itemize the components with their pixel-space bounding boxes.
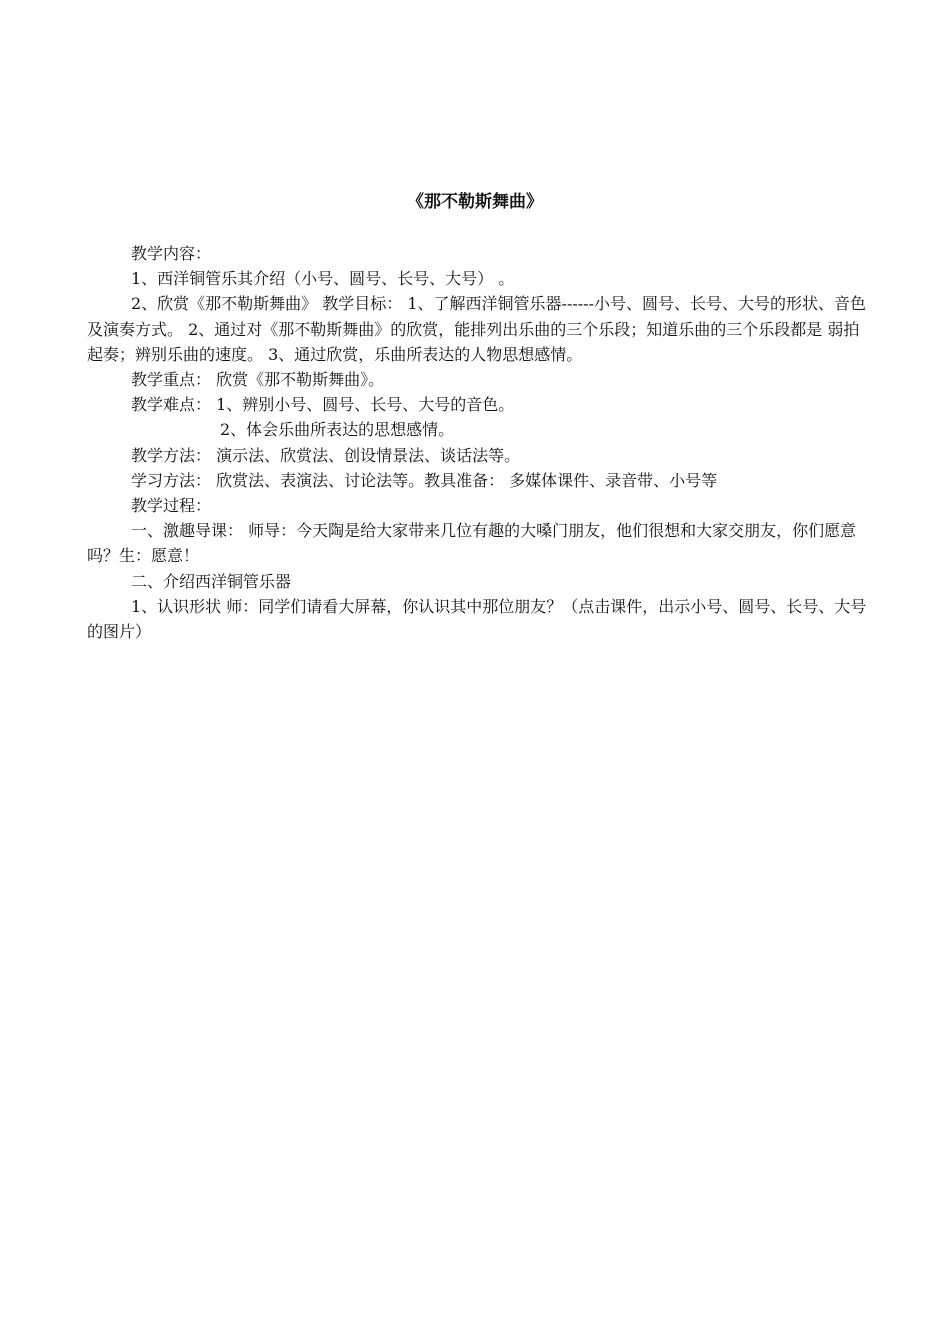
learning-methods: 学习方法： 欣赏法、表演法、讨论法等。教具准备： 多媒体课件、录音带、小号等 bbox=[131, 470, 718, 490]
process-step-1: 一、激趣导课： 师导：今天陶是给大家带来几位有趣的大嗓门朋友，他们很想和大家交朋友，你们愿意吗？生：愿意！ bbox=[87, 521, 857, 566]
document-body bbox=[87, 241, 867, 644]
teaching-process-heading: 教学过程： bbox=[131, 496, 212, 516]
document-title: 《那不勒斯舞曲》 bbox=[407, 192, 543, 212]
teaching-methods: 教学方法： 演示法、欣赏法、创设情景法、谈话法等。 bbox=[131, 445, 521, 465]
teaching-objectives-paragraph: 2、欣赏《那不勒斯舞曲》 教学目标： 1、了解西洋铜管乐器------小号、圆号、长号、大号的形状、音色及演奏方式。 2、通过对《那不勒斯舞曲》的欣赏，能排列出乐曲的三个乐段；知道乐曲的三个乐段都是 弱拍起奏；辨别乐曲的速度。 3、通过欣赏，乐曲所表达的人物思想感情。 bbox=[87, 294, 866, 364]
teaching-key-point: 教学重点： 欣赏《那不勒斯舞曲》。 bbox=[131, 370, 385, 390]
process-step-2: 二、介绍西洋铜管乐器 bbox=[131, 571, 292, 591]
teaching-content-item-1: 1、西洋铜管乐其介绍（小号、圆号、长号、大号） 。 bbox=[131, 269, 515, 289]
teaching-content-heading: 教学内容： bbox=[131, 244, 212, 263]
teaching-difficulty-2: 2、体会乐曲所表达的思想感情。 bbox=[220, 420, 455, 440]
teaching-difficulty-1: 教学难点： 1、辨别小号、圆号、长号、大号的音色。 bbox=[131, 395, 515, 415]
process-step-2-1: 1、认识形状 师：同学们请看大屏幕，你认识其中那位朋友？（点击课件，出示小号、圆号、长号、大号的图片） bbox=[87, 596, 867, 642]
